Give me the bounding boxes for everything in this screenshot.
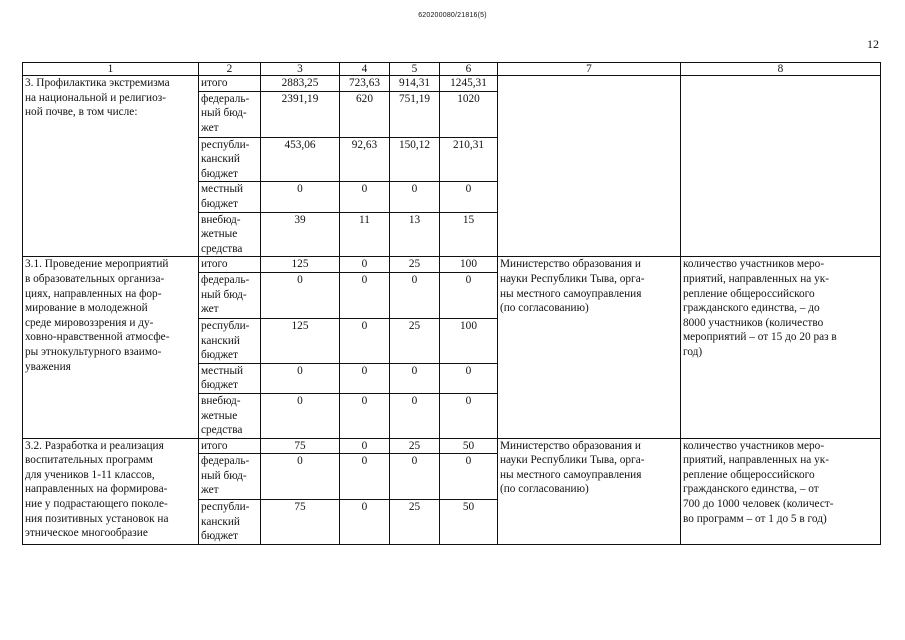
- executor: [498, 76, 681, 257]
- header-cell: 6: [440, 63, 498, 76]
- target-indicator: количество участников меро- приятий, направленных на ук- репление общероссийского гражданского единства, – до 8000 участников (количество мероприятий – от 15 до 20 раз в год): [681, 257, 881, 438]
- funding-value-v3: 0: [261, 393, 340, 438]
- funding-value-v3: 453,06: [261, 137, 340, 182]
- funding-value-v4: 0: [340, 454, 390, 500]
- funding-value-v4: 11: [340, 212, 390, 257]
- funding-value-v4: 0: [340, 363, 390, 393]
- funding-source: федераль- ный бюд- жет: [199, 272, 261, 318]
- funding-value-v4: 0: [340, 257, 390, 273]
- header-cell: 3: [261, 63, 340, 76]
- funding-value-v4: 0: [340, 500, 390, 545]
- funding-value-v5: 0: [390, 454, 440, 500]
- funding-value-v5: 751,19: [390, 91, 440, 137]
- header-cell: 7: [498, 63, 681, 76]
- funding-value-v3: 0: [261, 272, 340, 318]
- document-id: 620200080/21816(5): [418, 12, 487, 19]
- funding-value-v5: 25: [390, 318, 440, 363]
- funding-value-v3: 125: [261, 257, 340, 273]
- funding-value-v6: 0: [440, 363, 498, 393]
- executor: Министерство образования и науки Республики Тыва, орга- ны местного самоуправления (по согласованию): [498, 438, 681, 544]
- funding-value-v3: 75: [261, 500, 340, 545]
- funding-value-v6: 0: [440, 272, 498, 318]
- table-row: [23, 257, 881, 273]
- funding-value-v5: 25: [390, 257, 440, 273]
- funding-value-v6: 0: [440, 182, 498, 212]
- section-description: 3.1. Проведение мероприятий в образовательных организа- циях, направленных на фор- мирование в молодежной среде мировоззрения и ду- ховно-нравственной атмосфе- ры этнокультурного взаимо- уважения: [23, 257, 199, 438]
- funding-source: республи- канский бюджет: [199, 500, 261, 545]
- header-row: [23, 63, 881, 76]
- funding-value-v4: 0: [340, 438, 390, 454]
- funding-value-v4: 620: [340, 91, 390, 137]
- funding-source: итого: [199, 257, 261, 273]
- funding-value-v5: 914,31: [390, 76, 440, 92]
- funding-value-v4: 92,63: [340, 137, 390, 182]
- funding-value-v3: 2883,25: [261, 76, 340, 92]
- funding-value-v4: 0: [340, 182, 390, 212]
- header-cell: 1: [23, 63, 199, 76]
- funding-value-v4: 0: [340, 272, 390, 318]
- funding-value-v5: 25: [390, 500, 440, 545]
- funding-source: республи- канский бюджет: [199, 318, 261, 363]
- target-indicator: количество участников меро- приятий, направленных на ук- репление общероссийского гражданского единства, – от 700 до 1000 человек (количест- во программ – от 1 до 5 в год): [681, 438, 881, 544]
- header-cell: 2: [199, 63, 261, 76]
- funding-value-v5: 13: [390, 212, 440, 257]
- funding-source: итого: [199, 76, 261, 92]
- funding-source: внебюд- жетные средства: [199, 393, 261, 438]
- funding-value-v5: 0: [390, 363, 440, 393]
- program-table: [22, 62, 881, 545]
- funding-value-v6: 100: [440, 257, 498, 273]
- funding-value-v5: 150,12: [390, 137, 440, 182]
- funding-source: федераль- ный бюд- жет: [199, 454, 261, 500]
- funding-value-v3: 75: [261, 438, 340, 454]
- funding-source: местный бюджет: [199, 363, 261, 393]
- table-row: [23, 438, 881, 454]
- funding-value-v6: 1245,31: [440, 76, 498, 92]
- header-cell: 5: [390, 63, 440, 76]
- funding-value-v5: 0: [390, 182, 440, 212]
- funding-value-v3: 39: [261, 212, 340, 257]
- funding-value-v3: 0: [261, 454, 340, 500]
- funding-source: итого: [199, 438, 261, 454]
- funding-value-v4: 0: [340, 318, 390, 363]
- page-number: 12: [867, 37, 879, 51]
- funding-source: федераль- ный бюд- жет: [199, 91, 261, 137]
- funding-value-v3: 125: [261, 318, 340, 363]
- executor: Министерство образования и науки Республики Тыва, орга- ны местного самоуправления (по согласованию): [498, 257, 681, 438]
- funding-value-v6: 0: [440, 393, 498, 438]
- target-indicator: [681, 76, 881, 257]
- funding-value-v5: 25: [390, 438, 440, 454]
- funding-value-v4: 723,63: [340, 76, 390, 92]
- funding-value-v3: 0: [261, 182, 340, 212]
- funding-value-v5: 0: [390, 272, 440, 318]
- funding-source: внебюд- жетные средства: [199, 212, 261, 257]
- funding-value-v6: 100: [440, 318, 498, 363]
- header-cell: 8: [681, 63, 881, 76]
- header-cell: 4: [340, 63, 390, 76]
- section-description: 3.2. Разработка и реализация воспитательных программ для учеников 1-11 классов, направленных на формирова- ние у подрастающего поколе- ния позитивных установок на этническое многообразие: [23, 438, 199, 544]
- funding-value-v3: 2391,19: [261, 91, 340, 137]
- funding-value-v5: 0: [390, 393, 440, 438]
- funding-value-v6: 50: [440, 438, 498, 454]
- funding-value-v6: 1020: [440, 91, 498, 137]
- section-description: 3. Профилактика экстремизма на национальной и религиоз- ной почве, в том числе:: [23, 76, 199, 257]
- funding-value-v6: 0: [440, 454, 498, 500]
- table-row: [23, 76, 881, 92]
- funding-value-v6: 210,31: [440, 137, 498, 182]
- funding-source: республи- канский бюджет: [199, 137, 261, 182]
- funding-value-v6: 15: [440, 212, 498, 257]
- funding-source: местный бюджет: [199, 182, 261, 212]
- funding-value-v4: 0: [340, 393, 390, 438]
- funding-value-v6: 50: [440, 500, 498, 545]
- funding-value-v3: 0: [261, 363, 340, 393]
